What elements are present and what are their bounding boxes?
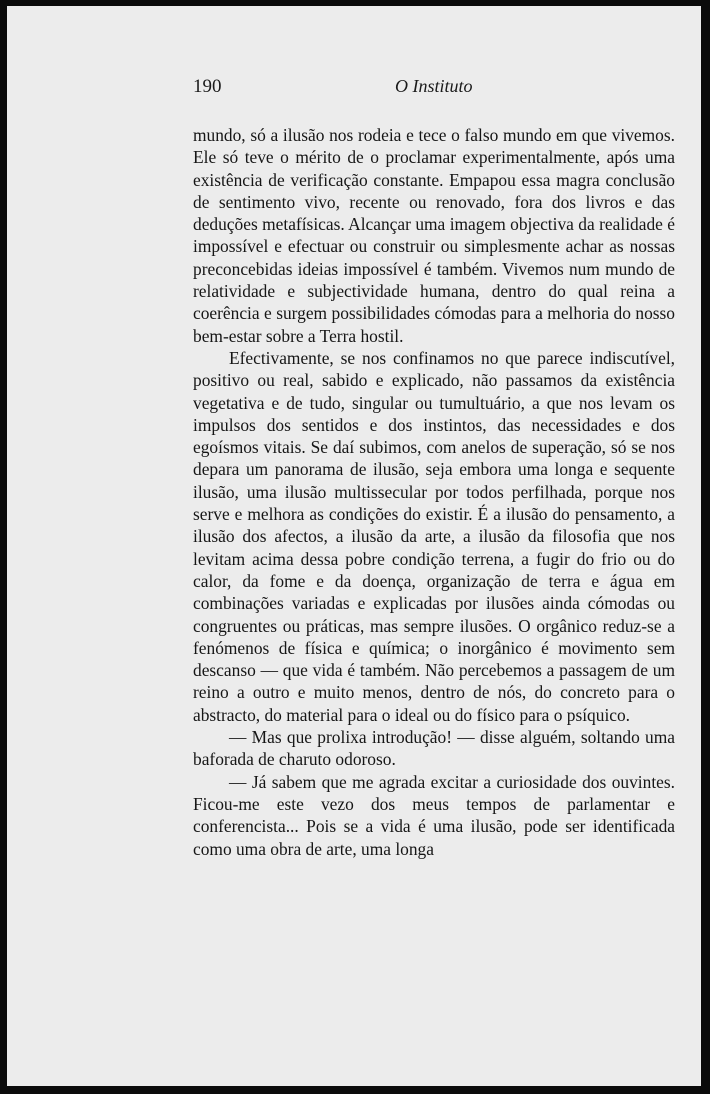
- page-number: 190: [193, 76, 222, 97]
- running-head: [193, 76, 675, 100]
- book-page: [7, 6, 701, 1086]
- dialogue-paragraph: — Já sabem que me agrada excitar a curiosidade dos ouvintes. Ficou-me este vezo dos meus tempos de parlamentar e conferencista... Pois se a vida é uma ilusão, pode ser identificada como uma obra de arte, uma longa: [193, 771, 675, 859]
- body-text: [193, 124, 675, 860]
- running-title: O Instituto: [395, 76, 473, 96]
- paragraph-continuation: mundo, só a ilusão nos rodeia e tece o falso mundo em que vivemos. Ele só teve o mérito de o proclamar experimentalmente, após uma existência de verificação constante. Empapou essa magra conclusão de sentimento vivo, recente ou renovado, fora dos livros e das deduções metafísicas. Alcançar uma imagem objectiva da realidade é impossível e efectuar ou construir ou simplesmente achar as nossas preconcebidas ideias impossível é também. Vivemos num mundo de relatividade e subjectividade humana, dentro do qual reina a coerência e surgem possibilidades cómodas para a melhoria do nosso bem-estar sobre a Terra hostil.: [193, 125, 675, 346]
- dialogue-paragraph: — Mas que prolixa introdução! — disse alguém, soltando uma baforada de charuto odoroso.: [193, 727, 675, 770]
- paragraph: Efectivamente, se nos confinamos no que parece indiscutível, positivo ou real, sabido e explicado, não passamos da existência vegetativa e de tudo, singular ou tumultuário, a que nos levam os impulsos dos sentidos e dos instintos, das necessidades e dos egoísmos vitais. Se daí subimos, com anelos de superação, só se nos depara um panorama de ilusão, seja embora uma longa e sequente ilusão, uma ilusão multissecular por todos perfilhada, porque nos serve e melhora as condições do existir. É a ilusão do pensamento, a ilusão dos afectos, a ilusão da arte, a ilusão da filosofia que nos levitam acima dessa pobre condição terrena, a fugir do frio ou do calor, da fome e da doença, organização de terra e água em combinações variadas e explicadas por ilusões ainda cómodas ou congruentes ou práticas, mas sempre ilusões. O orgânico reduz-se a fenómenos de física e química; o inorgânico é movimento sem descanso — que vida é também. Não percebemos a passagem de um reino a outro e muito menos, dentro de nós, do concreto para o abstracto, do material para o ideal ou do físico para o psíquico.: [193, 347, 675, 725]
